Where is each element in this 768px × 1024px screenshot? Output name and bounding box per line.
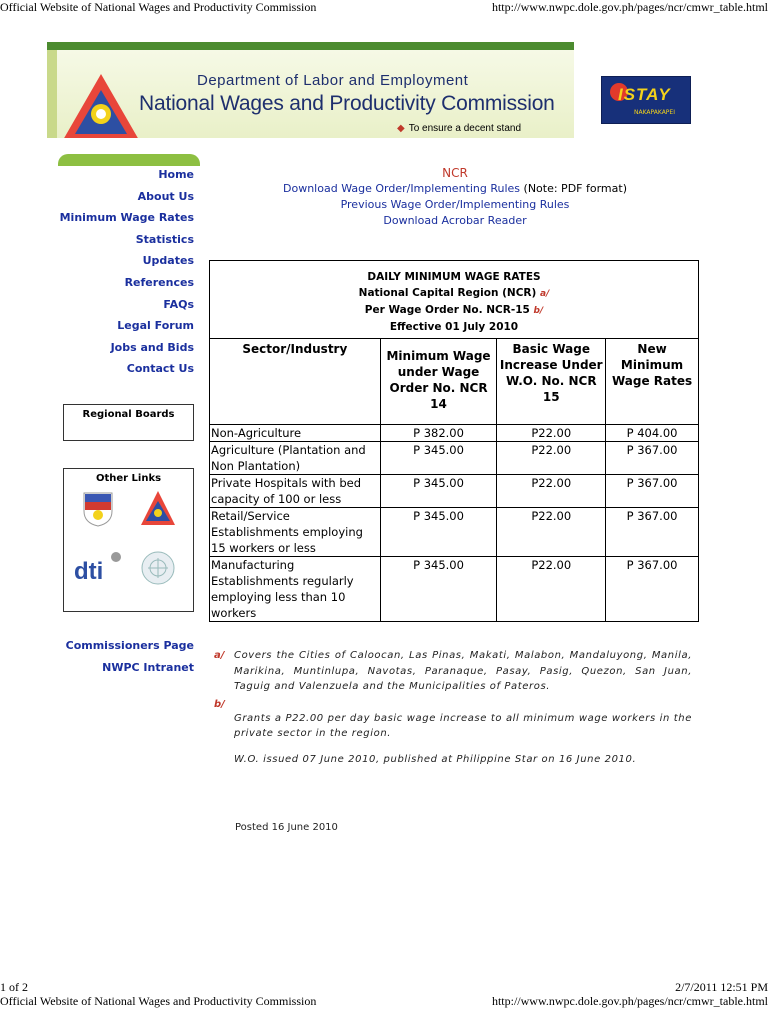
header-sector: Sector/Industry [210, 339, 381, 425]
nav-about-us[interactable]: About Us [137, 189, 194, 203]
dole-logo-icon [61, 72, 141, 138]
svg-text:dti: dti [74, 558, 104, 585]
new-wage-cell: P 367.00 [606, 475, 699, 508]
caption-order: Per Wage Order No. NCR-15 [364, 304, 530, 316]
caption-effective: Effective 01 July 2010 [389, 321, 519, 333]
caption-title: DAILY MINIMUM WAGE RATES [367, 271, 541, 283]
increase-cell: P22.00 [497, 475, 606, 508]
increase-cell: P22.00 [497, 425, 606, 442]
banner-tagline-text: To ensure a decent stand [408, 123, 522, 134]
download-reader-line [210, 214, 700, 227]
caption-region-line [210, 285, 698, 302]
table-row [210, 442, 699, 475]
old-wage-cell: P 345.00 [380, 442, 497, 475]
banner-tagline [397, 123, 521, 134]
table-row [210, 508, 699, 557]
footnote-b-text: Grants a P22.00 per day basic wage increase to all minimum wage workers in the private sector in the region. [234, 712, 692, 739]
nav-legal-forum[interactable]: Legal Forum [117, 319, 194, 333]
table-row [210, 425, 699, 442]
footnotes [214, 648, 692, 767]
download-order-line [210, 182, 700, 195]
print-footer [0, 980, 768, 1024]
download-order-link[interactable]: Download Wage Order/Implementing Rules [283, 182, 521, 195]
footnote-a-text: Covers the Cities of Caloocan, Las Pinas, Makati, Malabon, Mandaluyong, Manila, Marikina, Muntinlupa, Navotas, Paranaque, Pasay, Pasig, Quezon, San Juan, Taguig and Valenzuela and the Municipalities of Pateros. [234, 650, 692, 692]
footnote-b-label: b/ [214, 698, 225, 710]
diamond-icon: ◆ [397, 123, 405, 134]
footnote-a-ref: a/ [539, 289, 550, 299]
nav-faqs[interactable]: FAQs [163, 297, 194, 311]
new-wage-cell: P 367.00 [606, 442, 699, 475]
banner-department: Department of Labor and Employment [197, 72, 469, 89]
print-header-url: http://www.nwpc.dole.gov.ph/pages/ncr/cmwr_table.html [491, 0, 768, 14]
region-heading: NCR [442, 166, 468, 180]
old-wage-cell: P 345.00 [380, 508, 497, 557]
sidebar-nav [58, 166, 194, 382]
banner-stripe [47, 50, 57, 138]
print-footer-url: http://www.nwpc.dole.gov.ph/pages/ncr/cmwr_table.html [491, 994, 768, 1008]
banner-commission: National Wages and Productivity Commission [139, 92, 555, 115]
footnote-a [214, 648, 692, 695]
caption-order-line [210, 302, 698, 319]
previous-order-link[interactable]: Previous Wage Order/Implementing Rules [340, 198, 570, 211]
other-links-heading: Other Links [95, 473, 162, 484]
old-wage-cell: P 382.00 [380, 425, 497, 442]
istay-logo[interactable] [601, 76, 691, 124]
philippine-seal-icon[interactable] [80, 489, 116, 527]
header-minimum-wage: Minimum Wage under Wage Order No. NCR 14 [380, 339, 497, 425]
print-header-title: Official Website of National Wages and Productivity Commission [0, 0, 317, 14]
istay-logo-sub: NAKAPAKAPEI [634, 109, 675, 116]
wage-rates-table [209, 260, 699, 622]
new-wage-cell: P 404.00 [606, 425, 699, 442]
nav-references[interactable]: References [124, 275, 194, 289]
sector-cell: Retail/Service Establishments employing 15 workers or less [210, 508, 381, 557]
nav-contact-us[interactable]: Contact Us [126, 362, 194, 376]
posted-date: Posted 16 June 2010 [235, 822, 338, 833]
nav-updates[interactable]: Updates [142, 254, 194, 268]
new-wage-cell: P 367.00 [606, 557, 699, 622]
increase-cell: P22.00 [497, 442, 606, 475]
dti-logo-icon[interactable] [72, 549, 122, 587]
header-new-rates: New Minimum Wage Rates [606, 339, 699, 425]
issued-note: W.O. issued 07 June 2010, published at Philippine Star on 16 June 2010. [234, 753, 637, 765]
increase-cell: P22.00 [497, 557, 606, 622]
site-banner [47, 42, 574, 138]
nav-minimum-wage-rates[interactable]: Minimum Wage Rates [59, 211, 194, 225]
footnote-b [214, 697, 692, 742]
download-note: (Note: PDF format) [520, 182, 627, 195]
other-links-box [63, 468, 194, 612]
istay-logo-text: ISTAY [618, 85, 671, 104]
old-wage-cell: P 345.00 [380, 475, 497, 508]
nav-jobs-and-bids[interactable]: Jobs and Bids [110, 340, 194, 354]
new-wage-cell: P 367.00 [606, 508, 699, 557]
nav-statistics[interactable]: Statistics [135, 232, 194, 246]
agency-seal-icon[interactable] [140, 549, 176, 587]
sector-cell: Non-Agriculture [210, 425, 381, 442]
old-wage-cell: P 345.00 [380, 557, 497, 622]
table-caption [210, 261, 699, 339]
header-wage-increase: Basic Wage Increase Under W.O. No. NCR 15 [497, 339, 606, 425]
sector-cell: Private Hospitals with bed capacity of 100 or less [210, 475, 381, 508]
footnote-a-label: a/ [214, 650, 225, 661]
print-page-number: 1 of 2 [0, 980, 28, 994]
print-header [0, 0, 768, 16]
nav-nwpc-intranet[interactable]: NWPC Intranet [102, 660, 194, 674]
regional-boards-box[interactable] [63, 404, 194, 441]
regional-boards-heading: Regional Boards [82, 409, 175, 420]
nav-tab [58, 154, 200, 166]
sector-cell: Agriculture (Plantation and Non Plantation) [210, 442, 381, 475]
footnote-b-ref: b/ [533, 306, 544, 316]
sidebar-nav-bottom [58, 637, 194, 680]
sector-cell: Manufacturing Establishments regularly employing less than 10 workers [210, 557, 381, 622]
dole-link-icon[interactable] [140, 489, 176, 527]
caption-region: National Capital Region (NCR) [358, 287, 537, 299]
table-row [210, 475, 699, 508]
table-row [210, 557, 699, 622]
print-footer-title: Official Website of National Wages and Productivity Commission [0, 994, 317, 1008]
download-reader-link[interactable]: Download Acrobar Reader [383, 214, 527, 227]
print-datetime: 2/7/2011 12:51 PM [675, 980, 768, 994]
increase-cell: P22.00 [497, 508, 606, 557]
previous-order-line [210, 198, 700, 211]
nav-commissioners-page[interactable]: Commissioners Page [65, 639, 194, 652]
nav-home[interactable]: Home [158, 168, 194, 181]
